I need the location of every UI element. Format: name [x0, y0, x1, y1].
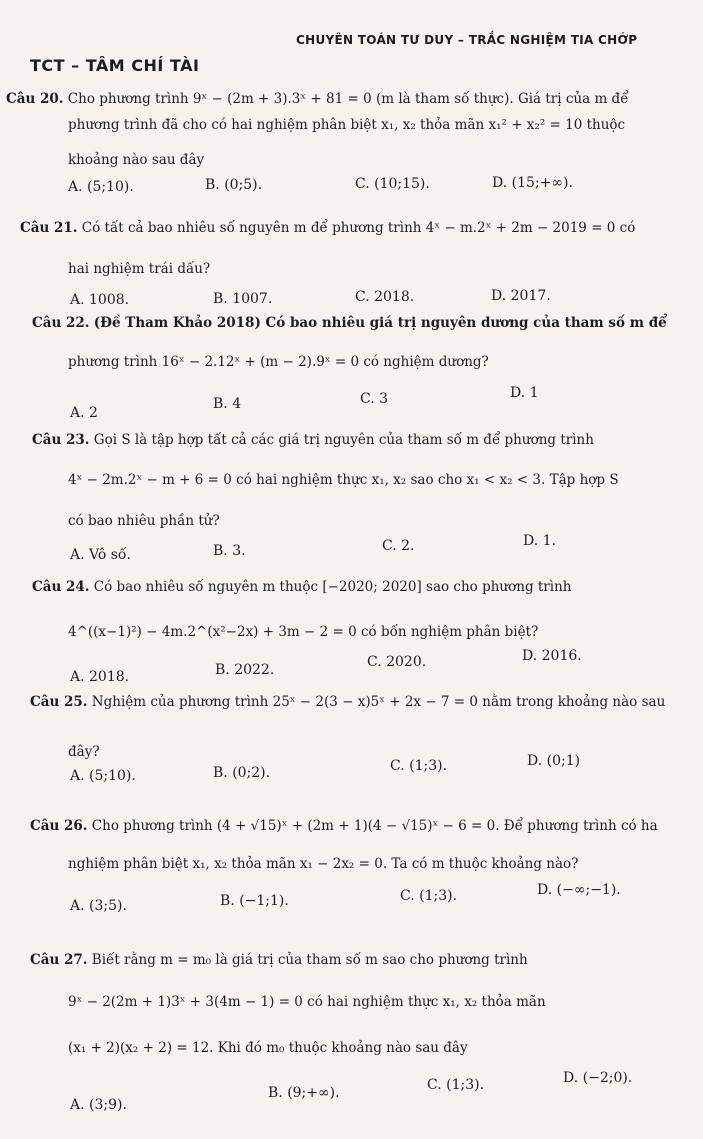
question-26-line-2: nghiệm phân biệt x₁, x₂ thỏa mãn x₁ − 2x₂ = 0. Ta có m thuộc khoảng nào? — [68, 856, 579, 872]
header-author: TCT – TÂM CHÍ TÀI — [30, 56, 200, 75]
question-22-option-c[interactable]: C. 3 — [360, 391, 389, 407]
question-21-line-1: Câu 21. Có tất cả bao nhiêu số nguyên m để phương trình 4ˣ − m.2ˣ + 2m − 2019 = 0 có — [20, 220, 636, 236]
question-27-option-d[interactable]: D. (−2;0). — [563, 1070, 633, 1086]
question-22-option-d[interactable]: D. 1 — [510, 385, 539, 401]
question-20-option-b[interactable]: B. (0;5). — [205, 177, 263, 193]
question-22-line-1: Câu 22. (Đề Tham Khảo 2018) Có bao nhiêu giá trị nguyên dương của tham số m để — [32, 315, 667, 331]
question-27-option-b[interactable]: B. (9;+∞). — [268, 1085, 340, 1101]
question-24-label: Câu 24. — [32, 579, 90, 595]
question-26-option-b[interactable]: B. (−1;1). — [220, 893, 289, 909]
question-21-option-d[interactable]: D. 2017. — [491, 288, 551, 304]
question-23-line-2: 4ˣ − 2m.2ˣ − m + 6 = 0 có hai nghiệm thực x₁, x₂ sao cho x₁ < x₂ < 3. Tập hợp S — [68, 472, 619, 488]
question-24-line-1: Câu 24. Có bao nhiêu số nguyên m thuộc [−2020; 2020] sao cho phương trình — [32, 579, 572, 595]
question-26-label: Câu 26. — [30, 818, 88, 834]
question-26-option-a[interactable]: A. (3;5). — [70, 898, 127, 914]
question-27-option-a[interactable]: A. (3;9). — [70, 1097, 127, 1113]
question-23-option-d[interactable]: D. 1. — [523, 533, 556, 549]
question-22-line-2: phương trình 16ˣ − 2.12ˣ + (m − 2).9ˣ = 0 có nghiệm dương? — [68, 354, 489, 370]
question-23-option-b[interactable]: B. 3. — [213, 543, 246, 559]
question-23-line-3: có bao nhiêu phần tử? — [68, 513, 220, 529]
question-21-label: Câu 21. — [20, 220, 78, 236]
question-27-line-1: Câu 27. Biết rằng m = m₀ là giá trị của tham số m sao cho phương trình — [30, 952, 528, 968]
question-20-line-2: phương trình đã cho có hai nghiệm phân biệt x₁, x₂ thỏa mãn x₁² + x₂² = 10 thuộc — [68, 117, 626, 133]
question-25-line-2: đây? — [68, 744, 100, 760]
question-21-line-2: hai nghiệm trái dấu? — [68, 261, 211, 277]
question-22-option-b[interactable]: B. 4 — [213, 396, 242, 412]
question-23-label: Câu 23. — [32, 432, 90, 448]
question-23-line-1: Câu 23. Gọi S là tập hợp tất cả các giá trị nguyên của tham số m để phương trình — [32, 432, 594, 448]
question-24-line-2: 4^((x−1)²) − 4m.2^(x²−2x) + 3m − 2 = 0 có bốn nghiệm phân biệt? — [68, 624, 539, 640]
question-20-option-a[interactable]: A. (5;10). — [68, 179, 134, 195]
question-25-label: Câu 25. — [30, 694, 88, 710]
question-24-option-a[interactable]: A. 2018. — [70, 669, 130, 685]
question-21-option-c[interactable]: C. 2018. — [355, 289, 415, 305]
question-25-option-d[interactable]: D. (0;1) — [527, 753, 581, 769]
question-22-label: Câu 22. — [32, 315, 90, 331]
question-25-option-b[interactable]: B. (0;2). — [213, 765, 271, 781]
question-20-line-3: khoảng nào sau đây — [68, 152, 205, 168]
question-24-option-b[interactable]: B. 2022. — [215, 662, 275, 678]
question-25-line-1: Câu 25. Nghiệm của phương trình 25ˣ − 2(3 − x)5ˣ + 2x − 7 = 0 nằm trong khoảng nào sau — [30, 694, 666, 710]
question-21-option-b[interactable]: B. 1007. — [213, 291, 273, 307]
question-24-option-c[interactable]: C. 2020. — [367, 654, 427, 670]
question-20-line-1: Câu 20. Cho phương trình 9ˣ − (2m + 3).3ˣ + 81 = 0 (m là tham số thực). Giá trị của m để — [6, 91, 629, 107]
question-20-option-d[interactable]: D. (15;+∞). — [492, 175, 573, 191]
question-27-option-c[interactable]: C. (1;3). — [427, 1077, 485, 1093]
question-20-label: Câu 20. — [6, 91, 64, 107]
question-22-option-a[interactable]: A. 2 — [70, 405, 98, 421]
question-25-option-a[interactable]: A. (5;10). — [70, 768, 136, 784]
question-25-option-c[interactable]: C. (1;3). — [390, 758, 448, 774]
question-23-option-c[interactable]: C. 2. — [382, 538, 415, 554]
question-24-option-d[interactable]: D. 2016. — [522, 648, 582, 664]
question-26-line-1: Câu 26. Cho phương trình (4 + √15)ˣ + (2m + 1)(4 − √15)ˣ − 6 = 0. Để phương trình có ha — [30, 818, 658, 834]
question-20-option-c[interactable]: C. (10;15). — [355, 176, 430, 192]
question-27-label: Câu 27. — [30, 952, 88, 968]
header-series-title: CHUYÊN TOÁN TƯ DUY – TRẮC NGHIỆM TIA CHỚP — [296, 33, 638, 47]
question-23-option-a[interactable]: A. Vô số. — [70, 547, 131, 563]
question-21-option-a[interactable]: A. 1008. — [70, 292, 130, 308]
question-27-line-3: (x₁ + 2)(x₂ + 2) = 12. Khi đó m₀ thuộc khoảng nào sau đây — [68, 1040, 468, 1056]
question-26-option-d[interactable]: D. (−∞;−1). — [537, 882, 621, 898]
question-26-option-c[interactable]: C. (1;3). — [400, 888, 458, 904]
question-27-line-2: 9ˣ − 2(2m + 1)3ˣ + 3(4m − 1) = 0 có hai nghiệm thực x₁, x₂ thỏa mãn — [68, 994, 546, 1010]
